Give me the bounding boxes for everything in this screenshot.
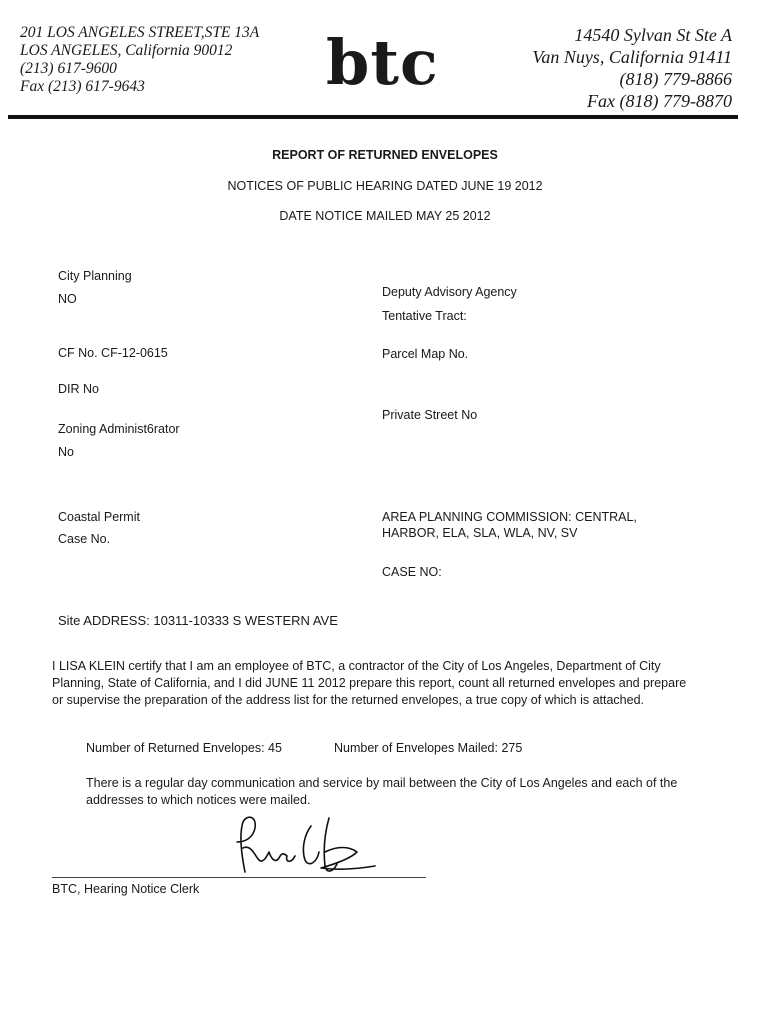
city-planning-no: NO xyxy=(58,292,77,306)
btc-logo: btc xyxy=(326,26,439,99)
letterhead-divider xyxy=(8,115,738,119)
zoning-no: No xyxy=(58,445,74,459)
private-street-no: Private Street No xyxy=(382,408,478,422)
area-planning-regions: HARBOR, ELA, SLA, WLA, NV, SV xyxy=(382,526,578,540)
cf-number: CF No. CF-12-0615 xyxy=(58,346,168,360)
phone: (818) 779-8866 xyxy=(619,69,732,89)
phone: (213) 617-9600 xyxy=(20,60,117,77)
area-planning-commission: AREA PLANNING COMMISSION: CENTRAL, xyxy=(382,510,637,524)
address-line: 14540 Sylvan St Ste A xyxy=(574,25,732,45)
signature-line xyxy=(52,877,426,878)
certification-paragraph: I LISA KLEIN certify that I am an employee of BTC, a contractor of the City of Los Angeles, Department of City Planning, State of California, and I did JUNE 11 2012 prepare this report, count all returned envelopes and prepare or supervise the preparation of the address list for the returned envelopes, a true copy of which is attached. xyxy=(52,659,687,707)
notices-dated: NOTICES OF PUBLIC HEARING DATED JUNE 19 2012 xyxy=(227,179,543,193)
handwritten-signature xyxy=(225,812,385,880)
mailed-envelopes-count: Number of Envelopes Mailed: 275 xyxy=(334,741,523,755)
fax: Fax (213) 617-9643 xyxy=(20,78,145,95)
communication-statement: There is a regular day communication and service by mail between the City of Los Angeles and each of the addresses to which notices were mailed. xyxy=(86,776,678,807)
coastal-permit-label: Coastal Permit xyxy=(58,510,140,524)
zoning-administrator-label: Zoning Administ6rator xyxy=(58,422,180,436)
letterhead-right-address xyxy=(532,24,732,112)
dir-number: DIR No xyxy=(58,382,99,396)
parcel-map-no: Parcel Map No. xyxy=(382,347,469,361)
address-line: Van Nuys, California 91411 xyxy=(532,47,732,67)
apc-case-no: CASE NO: xyxy=(382,565,442,579)
coastal-case-no: Case No. xyxy=(58,532,111,546)
tentative-tract: Tentative Tract: xyxy=(382,309,467,323)
address-line: 201 LOS ANGELES STREET,STE 13A xyxy=(20,24,260,41)
report-title: REPORT OF RETURNED ENVELOPES xyxy=(272,148,498,162)
letterhead-left-address xyxy=(20,24,259,96)
fax: Fax (818) 779-8870 xyxy=(587,91,732,111)
city-planning-label: City Planning xyxy=(58,269,132,283)
signer-title: BTC, Hearing Notice Clerk xyxy=(52,882,200,896)
address-line: LOS ANGELES, California 90012 xyxy=(20,42,233,59)
site-address: Site ADDRESS: 10311-10333 S WESTERN AVE xyxy=(58,613,338,628)
returned-envelopes-count: Number of Returned Envelopes: 45 xyxy=(86,741,282,755)
date-mailed: DATE NOTICE MAILED MAY 25 2012 xyxy=(279,209,491,223)
deputy-advisory-agency: Deputy Advisory Agency xyxy=(382,285,517,299)
